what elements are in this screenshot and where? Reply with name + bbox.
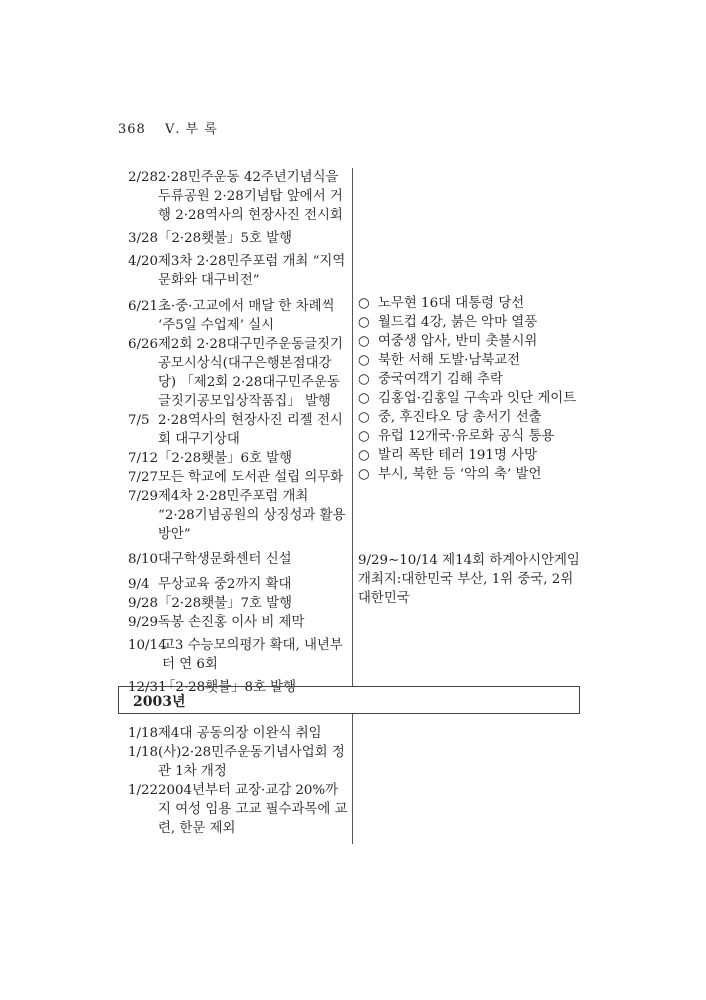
world-event [358,313,580,332]
entry-date: 6/26 [128,337,159,352]
entry-date: 7/5 [128,413,150,428]
entry-date: 4/20 [128,254,159,269]
event-text: 부시, 북한 등 ‘악의 축’ 발언 [378,467,542,482]
entry-date: 9/29 [128,615,159,630]
bullet-icon: ○ [358,296,370,311]
world-event [358,465,580,484]
event-text: 발리 폭탄 테러 191명 사망 [378,448,538,463]
entry-text: 2·28역사의 현장사진 리젤 전시회 대구기상대 [158,413,343,447]
entry-text: 독봉 손진홍 이사 비 제막 [158,615,305,630]
event-text: 북한 서해 도발·남북교전 [378,353,521,368]
timeline-entry [128,168,348,225]
entry-date: 10/14 [128,638,167,653]
bullet-icon: ○ [358,429,370,444]
column-divider [352,168,353,686]
timeline-entry [128,724,348,743]
world-event [358,370,580,389]
timeline-entry [128,297,348,335]
entry-date: 2/28 [128,170,159,185]
entry-text: 2·28민주운동 42주년기념식을 두류공원 2·28기념탑 앞에서 거행 2·28역사의 현장사진 전시회 [158,170,343,223]
event-text: 유럽 12개국·유로화 공식 통용 [378,429,555,444]
bullet-icon: ○ [358,353,370,368]
entry-text: 「2·28횃불」7호 발행 [158,596,293,611]
entry-text: 제3차 2·28민주포럼 개최 “지역문화와 대구비전” [158,254,346,288]
year-header-2003 [118,686,580,714]
asian-games-row [358,551,580,608]
entry-text: 제4대 공동의장 이완식 취임 [158,726,322,741]
bullet-icon: ○ [358,372,370,387]
entry-date: 1/22 [128,783,159,798]
entry-text: 대구학생문화센터 신설 [158,552,292,567]
entry-date: 12/31 [128,680,167,695]
timeline-entry [128,743,348,781]
timeline-entry [128,449,348,468]
event-text: 중국여객기 김해 추락 [378,372,503,387]
events-2003-column [128,724,348,838]
entry-date: 3/28 [128,231,159,246]
bullet-icon: ○ [358,391,370,406]
timeline-entry [128,613,348,632]
entry-date: 8/10 [128,552,159,567]
event-text: 여중생 압사, 반미 촛불시위 [378,334,538,349]
timeline-entry [128,781,348,838]
world-event [358,408,580,427]
event-text: 김홍업·김홍일 구속과 잇단 게이트 [378,391,577,406]
world-event [358,294,580,313]
entry-text: 제4차 2·28민주포럼 개최 “2·28기념공원의 상징성과 활용방안” [158,489,346,542]
timeline-entry [128,575,348,594]
entry-date: 1/18 [128,726,159,741]
world-event [358,427,580,446]
entry-date: 9/29∼10/14 [358,553,438,568]
world-event [358,389,580,408]
page-header [118,118,218,137]
timeline-entry [128,636,348,674]
world-event [358,446,580,465]
timeline-entry [128,229,348,248]
timeline-entry [128,411,348,449]
asian-games-entry [358,551,580,608]
entry-text: 「2·28횃불」8호 발행 [162,680,297,695]
entry-text: 초·중·고교에서 매달 한 차례씩 ‘주5일 수업제’ 실시 [158,299,335,333]
bullet-icon: ○ [358,448,370,463]
bullet-icon: ○ [358,410,370,425]
timeline-entry [128,550,348,569]
events-left-column [128,168,348,697]
entry-date: 9/28 [128,596,159,611]
entry-date: 7/27 [128,470,159,485]
entry-text: 2004년부터 교장·교감 20%까지 여성 임용 고교 필수과목에 교련, 한문 제외 [158,783,348,836]
entry-text: (사)2·28민주운동기념사업회 정관 1차 개정 [158,745,345,779]
entry-date: 7/29 [128,489,159,504]
entry-text: 고3 수능모의평가 확대, 내년부터 연 6회 [162,638,343,672]
entry-text: 제14회 하계아시안게임 개최지:대한민국 부산, 1위 중국, 2위 대한민국 [358,553,580,606]
timeline-entry [128,594,348,613]
bullet-icon: ○ [358,467,370,482]
event-text: 노무현 16대 대통령 당선 [378,296,525,311]
entry-date: 6/21 [128,299,159,314]
entry-text: 「2·28횃불」6호 발행 [158,451,293,466]
entry-text: 모든 학교에 도서관 설립 의무화 [158,470,344,485]
asian-games-line [358,551,580,608]
bullet-icon: ○ [358,315,370,330]
world-event [358,332,580,351]
entry-date: 1/18 [128,745,159,760]
timeline-entry [128,487,348,544]
entry-text: 무상교육 중2까지 확대 [158,577,292,592]
entry-text: 제2회 2·28대구민주운동글짓기공모시상식(대구은행본점대강당) 「제2회 2·28대구민주운동글짓기공모입상작품집」 발행 [158,337,343,409]
timeline-entry [128,468,348,487]
entry-date: 9/4 [128,577,150,592]
timeline-entry [128,335,348,411]
entry-text: 「2·28횃불」5호 발행 [158,231,293,246]
entry-date: 7/12 [128,451,159,466]
event-text: 월드컵 4강, 붉은 악마 열풍 [378,315,538,330]
timeline-entry [128,252,348,290]
page-number: 368 [118,122,146,137]
event-text: 중, 후진타오 당 총서기 선출 [378,410,542,425]
year-label: 2003년 [133,694,186,710]
bullet-icon: ○ [358,334,370,349]
column-divider-2003 [352,714,353,844]
world-event [358,351,580,370]
section-title: Ⅴ. 부 록 [164,122,218,137]
world-events-list [358,294,580,484]
